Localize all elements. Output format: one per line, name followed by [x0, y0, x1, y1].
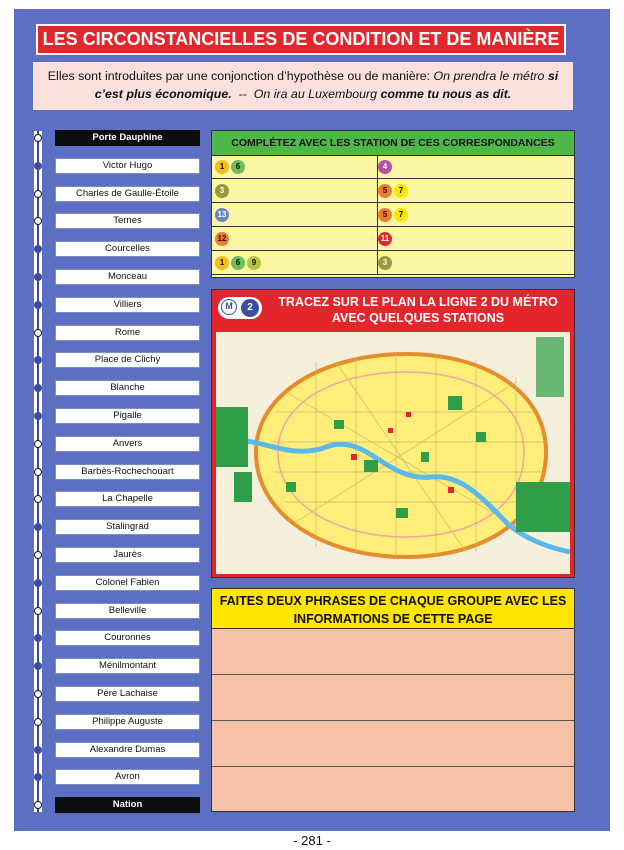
- station-dot: [34, 190, 42, 198]
- correspondence-header: COMPLÉTEZ AVEC LES STATION DE CES CORRESPONDANCES: [212, 131, 574, 156]
- metro-line-logo: [218, 297, 262, 319]
- station-dot: [34, 412, 42, 420]
- correspondence-cell[interactable]: [375, 251, 574, 274]
- station-label: La Chapelle: [55, 491, 200, 507]
- station-label: Ménilmontant: [55, 658, 200, 674]
- line-6-badge: 6: [231, 160, 245, 174]
- line-1-badge: 1: [215, 256, 229, 270]
- station-label: Pigalle: [55, 408, 200, 424]
- station-label: Belleville: [55, 603, 200, 619]
- correspondence-row: [212, 227, 574, 251]
- line-5-badge: 5: [378, 184, 392, 198]
- line-2-icon: 2: [241, 299, 259, 317]
- line-4-badge: 4: [378, 160, 392, 174]
- correspondence-cell[interactable]: [212, 251, 378, 274]
- station-label: Charles de Gaulle-Étoile: [55, 186, 200, 202]
- correspondence-table: [211, 130, 575, 278]
- writing-line: [212, 674, 574, 675]
- correspondence-cell[interactable]: [375, 179, 574, 202]
- line-11-badge: 11: [378, 232, 392, 246]
- line-3-badge: 3: [215, 184, 229, 198]
- station-dot: [34, 690, 42, 698]
- correspondence-cell[interactable]: [375, 203, 574, 226]
- station-label: Père Lachaise: [55, 686, 200, 702]
- intro-text: [33, 62, 573, 110]
- correspondence-row: [212, 203, 574, 227]
- station-dot: [34, 273, 42, 281]
- station-label: Courcelles: [55, 241, 200, 257]
- station-label: Porte Dauphine: [55, 130, 200, 146]
- station-label: Alexandre Dumas: [55, 742, 200, 758]
- correspondence-row: [212, 179, 574, 203]
- sentences-instruction: FAITES DEUX PHRASES DE CHAQUE GROUPE AVEC LES INFORMATIONS DE CETTE PAGE: [212, 589, 574, 629]
- line-1-badge: 1: [215, 160, 229, 174]
- station-label: Colonel Fabien: [55, 575, 200, 591]
- correspondence-cell[interactable]: [375, 227, 574, 250]
- station-label: Victor Hugo: [55, 158, 200, 174]
- station-dot: [34, 579, 42, 587]
- station-label: Couronnes: [55, 630, 200, 646]
- station-label: Ternes: [55, 213, 200, 229]
- line-12-badge: 12: [215, 232, 229, 246]
- line-7-badge: 7: [394, 208, 408, 222]
- example-separator: --: [231, 87, 254, 101]
- map-panel: [211, 289, 575, 578]
- station-label: Place de Clichy: [55, 352, 200, 368]
- station-label: Nation: [55, 797, 200, 813]
- writing-line: [212, 720, 574, 721]
- metro-m-icon: M: [221, 299, 237, 315]
- station-label: Rome: [55, 325, 200, 341]
- station-label: Villiers: [55, 297, 200, 313]
- station-dot: [34, 134, 42, 142]
- line-7-badge: 7: [394, 184, 408, 198]
- station-dot: [34, 440, 42, 448]
- station-label: Jaurès: [55, 547, 200, 563]
- page-title: LES CIRCONSTANCIELLES DE CONDITION ET DE MANIÈRE: [36, 24, 566, 55]
- correspondence-cell[interactable]: [375, 155, 574, 178]
- map-instruction: TRACEZ SUR LE PLAN LA LIGNE 2 DU MÉTRO AVEC QUELQUES STATIONS: [278, 295, 558, 325]
- station-label: Monceau: [55, 269, 200, 285]
- paris-map-image: [216, 332, 570, 574]
- correspondence-cell[interactable]: [212, 179, 378, 202]
- station-dot: [34, 551, 42, 559]
- station-dot: [34, 607, 42, 615]
- station-label: Barbès-Rochechouart: [55, 464, 200, 480]
- station-label: Blanche: [55, 380, 200, 396]
- station-dot: [34, 746, 42, 754]
- intro-definition: Elles sont introduites par une conjonction d’hypothèse ou de manière:: [47, 69, 434, 83]
- correspondence-cell[interactable]: [212, 203, 378, 226]
- station-label: Stalingrad: [55, 519, 200, 535]
- line-13-badge: 13: [215, 208, 229, 222]
- example-2: On ira au Luxembourg comme tu nous as dit.: [253, 87, 512, 101]
- sentences-panel: [211, 588, 575, 812]
- line-5-badge: 5: [378, 208, 392, 222]
- correspondence-row: [212, 251, 574, 275]
- station-dot: [34, 162, 42, 170]
- line-3-badge: 3: [378, 256, 392, 270]
- correspondence-cell[interactable]: [212, 227, 378, 250]
- station-label: Philippe Auguste: [55, 714, 200, 730]
- station-label: Avron: [55, 769, 200, 785]
- correspondence-cell[interactable]: [212, 155, 378, 178]
- page-number: - 281 -: [293, 833, 331, 848]
- station-label: Anvers: [55, 436, 200, 452]
- station-dot: [34, 468, 42, 476]
- line-9-badge: 9: [247, 256, 261, 270]
- station-dot: [34, 329, 42, 337]
- station-dot: [34, 301, 42, 309]
- correspondence-row: [212, 155, 574, 179]
- line-6-badge: 6: [231, 256, 245, 270]
- paris-map: [216, 332, 570, 574]
- station-dot: [34, 718, 42, 726]
- writing-line: [212, 766, 574, 767]
- example-1: On prendra le métro si c’est plus économique.: [94, 69, 559, 101]
